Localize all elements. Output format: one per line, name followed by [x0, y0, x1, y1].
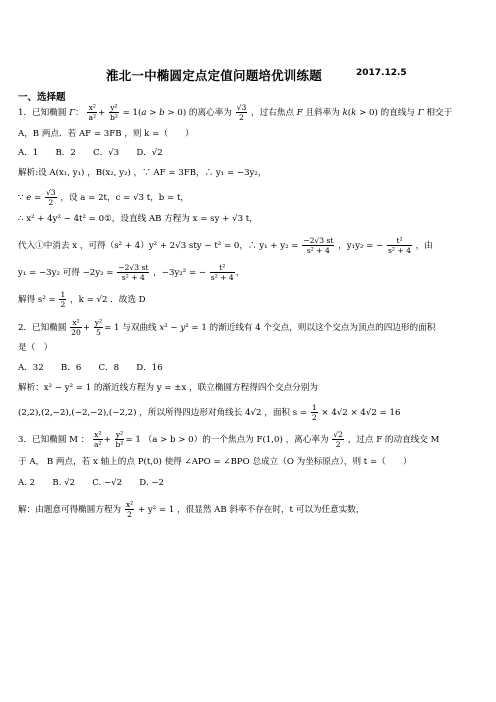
q1-solution-5: y₁ = −3y₂ 可得 −2y₂ = $\frac{-2√3 st}{\text{s² + 4}}$ ，−3y₂² = − $\frac{\text{t²}}{\text{s² + 4}}$ ， [18, 263, 245, 282]
q3-line2: 于 A， B 两点，若 x 轴上的点 P(t,0) 使得 ∠APO = ∠BPO 总成立（O 为坐标原点），则 t =（ ） [18, 457, 412, 467]
q1-solution-4: 代入①中消去 x ，可得（s² + 4）y² + 2√3 sty − t² = 0，∴ y₁ + y₂ = $\frac{-2√3 st}{\text{s² + 4}}$ ，y₁y₂ = − $\frac{\text{t²}}{\text{s² + 4}}$ ，由 [18, 236, 433, 255]
q3-solution-1: 解：由题意可得椭圆方程为 $\frac{\text{x²}}{2}$ + y² = 1 ，很显然 AB 斜率不存在时，t 可以为任意实数， [18, 500, 365, 519]
q1-options: A．1 B．2 C．√3 D．√2 [18, 148, 163, 158]
q1-solution-2: ∵ e = $\frac{√3}{2}$ ，设 a = 2t，c = √3 t，b = t， [18, 188, 190, 207]
q2-solution-2: (2,2),(2,−2),(−2,−2),(−2,2) ，所以所得四边形对角线长 4√2 ，面积 s = $\frac{1}{2}$ × 4√2 × 4√2 = 16 [18, 403, 401, 422]
q2-line2: 是（ ） [18, 343, 53, 353]
q1-solution-6: 解得 s² = $\frac{1}{2}$ ，k = √2 ．故选 D [18, 290, 146, 309]
date-label: 2017.12.5 [356, 68, 407, 78]
q1-solution-1: 解析:设 A(x₁, y₁) ，B(x₂, y₂) ，∵ AF = 3FB，∴ y₁ = −3y₂， [18, 168, 267, 178]
page-title: 淮北一中椭圆定点定值问题培优训练题 [106, 68, 322, 83]
q2-solution-1: 解析：x² − y² = 1 的渐近线方程为 y = ±x ，联立椭圆方程得四个交点分别为 [18, 383, 318, 393]
q1-solution-3: ∴ x² + 4y² − 4t² = 0①，设直线 AB 方程为 x = sy + √3 t， [18, 214, 258, 224]
q3-options: A. 2 B. √2 C. −√2 D. −2 [18, 478, 165, 488]
q3-stem: 3．已知椭圆 M ： $\frac{\text{x²}}{\text{a²}}$ + $\frac{\text{y²}}{\text{b²}}$ = 1 （a > b > 0）的一个焦点为 F(1,0) ，离心率为 $\frac{√2}{2}$ ，过点 F 的动直线交 M [18, 430, 440, 449]
q1-stem: 1．已知椭圆 Γ： $\frac{\text{x²}}{\text{a²}}$ + $\frac{\text{y²}}{\text{b²}}$ = 1(a > b > 0) 的离心率为 $\frac{√3}{2}$ ，过右焦点 F 且斜率为 k(k > 0) 的直线与 Γ 相交于 [18, 103, 453, 122]
header [0, 66, 496, 86]
section-heading: 一、选择题 [18, 92, 66, 103]
q2-stem: 2．已知椭圆 $\frac{\text{x²}}{20}$ + $\frac{\text{y²}}{5}$ = 1 与双曲线 x² − y² = 1 的渐近线有 4 个交点，则以这个交点为顶点的四边形的面积 [18, 318, 436, 337]
q2-options: A．32 B．6 C．8 D．16 [18, 363, 163, 373]
q1-line2: A，B 两点．若 AF = 3FB ，则 k =（ ） [18, 129, 194, 139]
